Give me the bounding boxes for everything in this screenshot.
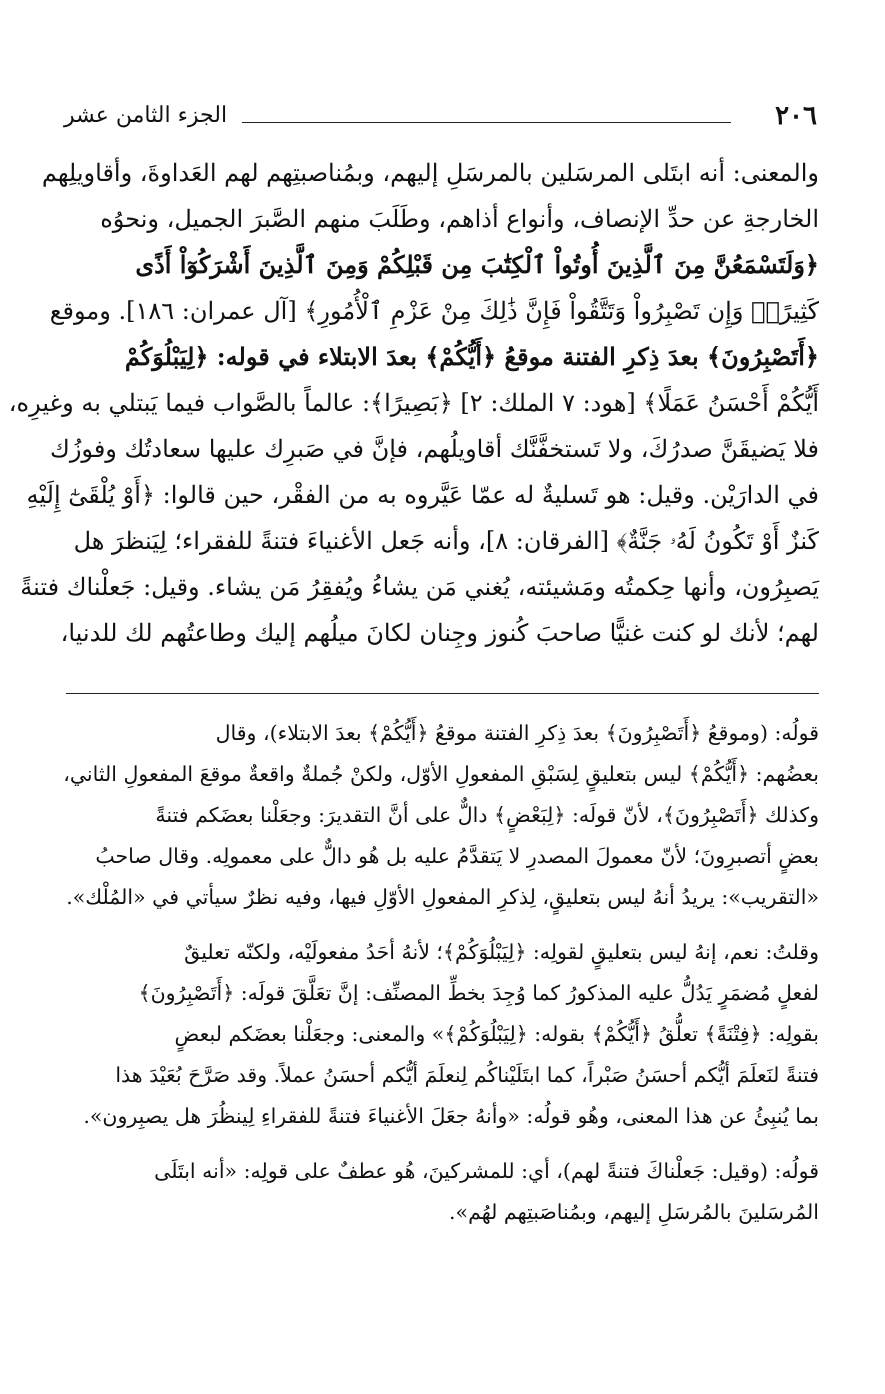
commentary-line: وكذلك ﴿أَتَصْبِرُونَ﴾، لأنّ قولَه: ﴿لِبَعْضٍ﴾ دالٌّ على أنَّ التقديرَ: وجعَلْنا بعضَكم فتنةً [155,803,819,827]
page-number: ٢٠٦ [775,101,817,131]
main-text-line: الخارجةِ عن حدِّ الإنصاف، وأنواع أذاهم، وطَلَبَ منهم الصَّبرَ الجميل، ونحوُه [100,205,819,233]
commentary-line: بعضُهم: ﴿أَيُّكُمْ﴾ ليس بتعليقٍ لِسَبْقِ المفعولِ الأوّل، ولكنْ جُملةٌ واقعةٌ موقعَ المفعولِ الثاني، [63,762,819,786]
main-text-line: فلا يَضيقَنَّ صدرُكَ، ولا تَستخفَّنَّك أقاويلُهم، فإنَّ في صَبرِك عليها سعادتُك وفوزُك [50,435,819,463]
main-text-line: ﴿أَتَصْبِرُونَ﴾ بعدَ ذِكرِ الفتنة موقعُ ﴿أَيُّكُمْ﴾ بعدَ الابتلاء في قوله: ﴿لِيَبْلُوَكُمْ [124,342,819,371]
page-header [64,96,817,136]
main-text [8,150,819,656]
commentary-line: فتنةً لنَعلَمَ أيُّكم أحسَنُ صَبْراً، كما ابتَلَيْناكُم لِنعلَمَ أيُّكم أحسَنُ عملاً. وقد صَرَّحَ بُعَيْدَ هذا [115,1063,819,1087]
commentary-paragraph [63,713,819,918]
main-text-line: أَيُّكُمْ أَحْسَنُ عَمَلًا﴾ [هود: ٧ الملك: ٢] ﴿بَصِيرًا﴾: عالماً بالصَّواب فيما يَبتلي به وغيرِه، [8,389,819,417]
header-rule [242,122,731,123]
main-text-line: لهم؛ لأنك لو كنت غنيًّا صاحبَ كُنوز وجِنان لكانَ ميلُهم إليك وطاعتُهم لك للدنيا، [60,619,819,647]
commentary-line: المُرسَلينَ بالمُرسَلِ إليهم، وبمُناصَبتِهم لهُم». [449,1200,819,1224]
commentary-paragraph [66,1151,819,1233]
commentary-line: لفعلٍ مُضمَرٍ يَدُلُّ عليه المذكورُ كما وُجِدَ بخطِّ المصنِّف: إنَّ تعَلَّقَ قولَه: ﴿أَتَصْبِرُونَ﴾ [138,981,819,1005]
commentary-line: وقلتُ: نعم، إنهُ ليس بتعليقٍ لقولِه: ﴿لِيَبْلُوَكُمْ﴾؛ لأنهُ أحَدُ مفعولَيْه، ولكنّه تعليقٌ [184,940,819,964]
main-text-line: كَثِيرًاۚ وَإِن تَصْبِرُواْ وَتَتَّقُواْ فَإِنَّ ذَٰلِكَ مِنْ عَزْمِ ٱلْأُمُورِ﴾ [آل عمران: ١٨٦]. وموقع [49,297,819,325]
main-text-line: يَصبِرُون، وأنها حِكمتُه ومَشيئته، يُغني مَن يشاءُ ويُفقِرُ مَن يشاء. وقيل: جَعلْناك فتنةً [20,573,819,601]
main-text-line: كَنزٌ أَوْ تَكُونُ لَهُۥ جَنَّةٌ﴾ [الفرقان: ٨]، وأنه جَعل الأغنياءَ فتنةً للفقراء؛ لِيَنظرَ هل [73,527,819,555]
footnote-separator [66,693,819,694]
main-text-line: والمعنى: أنه ابتَلى المرسَلين بالمرسَلِ إليهم، وبمُناصبتِهم لهم العَداوةَ، وأقاويلِهم [41,159,819,187]
main-text-line: ﴿وَلَتَسْمَعُنَّ مِنَ ٱلَّذِينَ أُوتُواْ ٱلْكِتَٰبَ مِن قَبْلِكُمْ وَمِنَ ٱلَّذِينَ أَشْرَكُوٓاْ أَذًى [135,250,819,279]
commentary-line: قولُه: (وقيل: جَعلْناكَ فتنةً لهم)، أي: للمشركينَ، هُو عطفٌ على قولِه: «أنه ابتَلَى [154,1159,819,1183]
commentary-notes [63,713,819,1247]
commentary-line: بعضٍ أتصبرِونَ؛ لأنّ معمولَ المصدرِ لا يَتقدَّمُ عليه بل هُو دالٌّ على معمولِه. وقال صاحبُ [95,844,819,868]
commentary-line: بقولِه: ﴿فِتْنَةً﴾ تعلُّقُ ﴿أَيُّكُمْ﴾ بقوله: ﴿لِيَبْلُوَكُمْ﴾» والمعنى: وجعَلْنا بعضَكم لبعضٍ [174,1022,819,1046]
commentary-line: قولُه: (وموقعُ ﴿أَتَصْبِرُونَ﴾ بعدَ ذِكرِ الفتنة موقعُ ﴿أَيُّكُمْ﴾ بعدَ الابتلاء)، وقال [215,721,819,745]
commentary-line: بما يُنبِئُ عن هذا المعنى، وهُو قولُه: «وأنهُ جعَلَ الأغنياءَ فتنةً للفقراءِ لِينظُرَ هل يصبِرون». [83,1104,819,1128]
main-text-line: في الدارَيْن. وقيل: هو تَسليةٌ له عمّا عَيَّروه به من الفقْر، حين قالوا: ﴿أَوْ يُلْقَىٰٓ إِلَيْهِ [26,481,819,509]
commentary-paragraph [66,932,819,1137]
running-title: الجزء الثامن عشر [64,103,228,128]
commentary-line: «التقريب»: يريدُ أنهُ ليس بتعليقٍ، لِذكرِ المفعولِ الأوّلِ فيها، وفيه نظرٌ سيأتي في «المُلْك». [66,885,819,909]
